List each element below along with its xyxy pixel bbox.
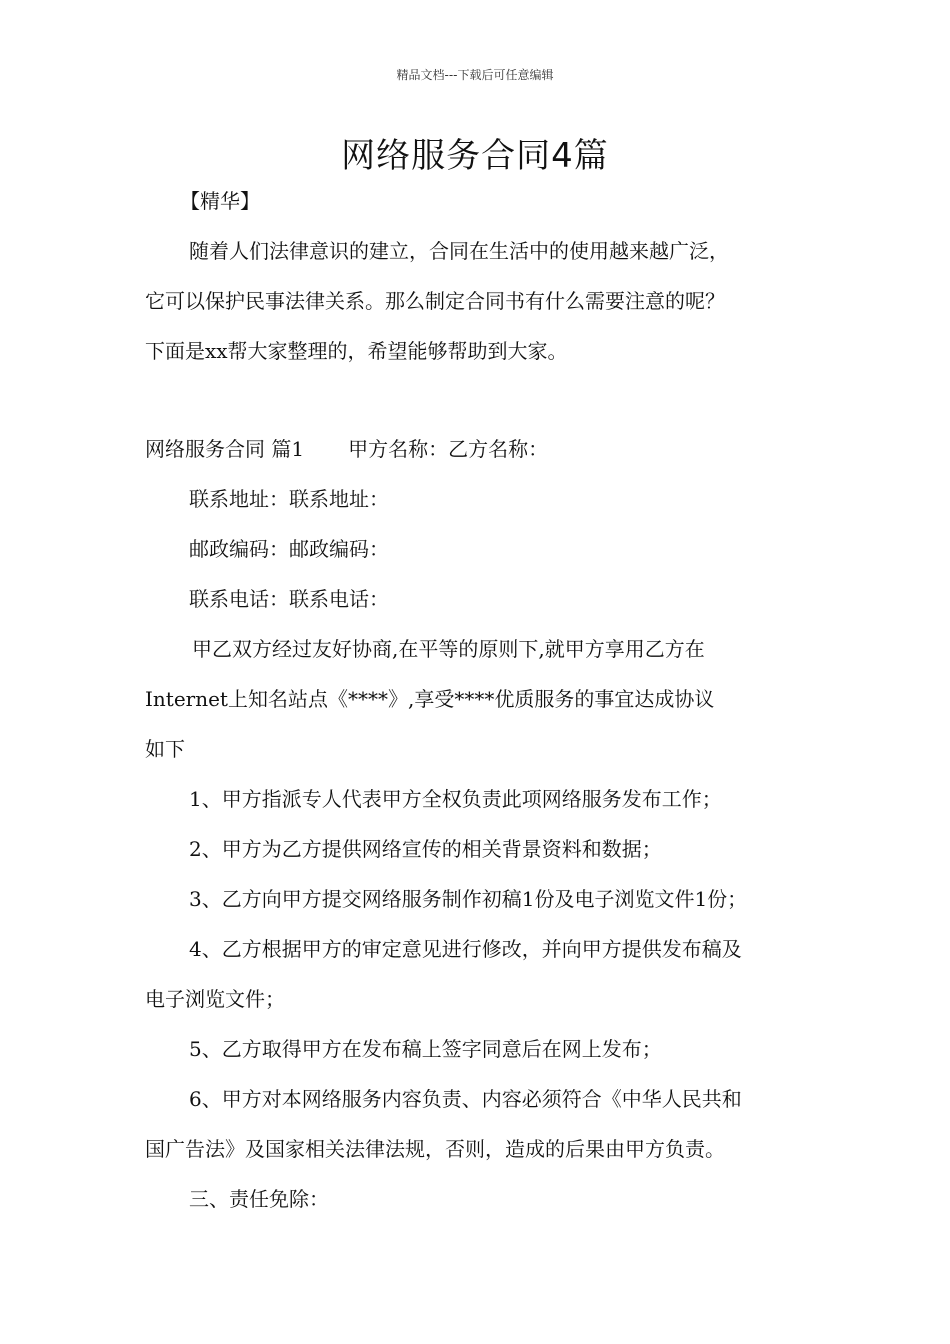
clause-5: 5、乙方取得甲方在发布稿上签字同意后在网上发布； <box>189 1037 662 1061</box>
clause-6: 6、甲方对本网络服务内容负责、内容必须符合《中华人民共和 <box>189 1087 742 1111</box>
document-title: 网络服务合同4篇 <box>341 136 609 176</box>
clause-3: 3、乙方向甲方提交网络服务制作初稿1份及电子浏览文件1份； <box>189 887 748 911</box>
agreement-line-3: 如下 <box>145 737 185 761</box>
agreement-line-2: Internet上知名站点《****》,享受****优质服务的事宜达成协议 <box>145 687 715 711</box>
clause-4: 4、乙方根据甲方的审定意见进行修改，并向甲方提供发布稿及 <box>189 937 742 961</box>
section-heading: 网络服务合同 篇1 <box>145 437 305 461</box>
section-heading-row <box>145 434 815 464</box>
clause-4-cont: 电子浏览文件； <box>145 987 285 1011</box>
header-note: 精品文档---下载后可任意编辑 <box>396 68 554 82</box>
postal-code: 邮政编码：邮政编码： <box>189 537 389 561</box>
intro-line-1: 随着人们法律意识的建立，合同在生活中的使用越来越广泛， <box>189 239 729 263</box>
clause-1: 1、甲方指派专人代表甲方全权负责此项网络服务发布工作； <box>189 787 722 811</box>
clause-6-cont: 国广告法》及国家相关法律法规，否则，造成的后果由甲方负责。 <box>145 1137 725 1161</box>
intro-line-3: 下面是xx帮大家整理的，希望能够帮助到大家。 <box>145 339 568 363</box>
tag-label: 【精华】 <box>180 189 260 213</box>
agreement-line-1: 甲乙双方经过友好协商,在平等的原则下,就甲方享用乙方在 <box>192 637 705 661</box>
clause-2: 2、甲方为乙方提供网络宣传的相关背景资料和数据； <box>189 837 662 861</box>
contact-address: 联系地址：联系地址： <box>189 487 389 511</box>
intro-line-2: 它可以保护民事法律关系。那么制定合同书有什么需要注意的呢？ <box>145 289 725 313</box>
contact-phone: 联系电话：联系电话： <box>189 587 389 611</box>
party-names: 甲方名称：乙方名称： <box>348 437 549 461</box>
next-section-heading: 三、责任免除： <box>189 1187 329 1211</box>
